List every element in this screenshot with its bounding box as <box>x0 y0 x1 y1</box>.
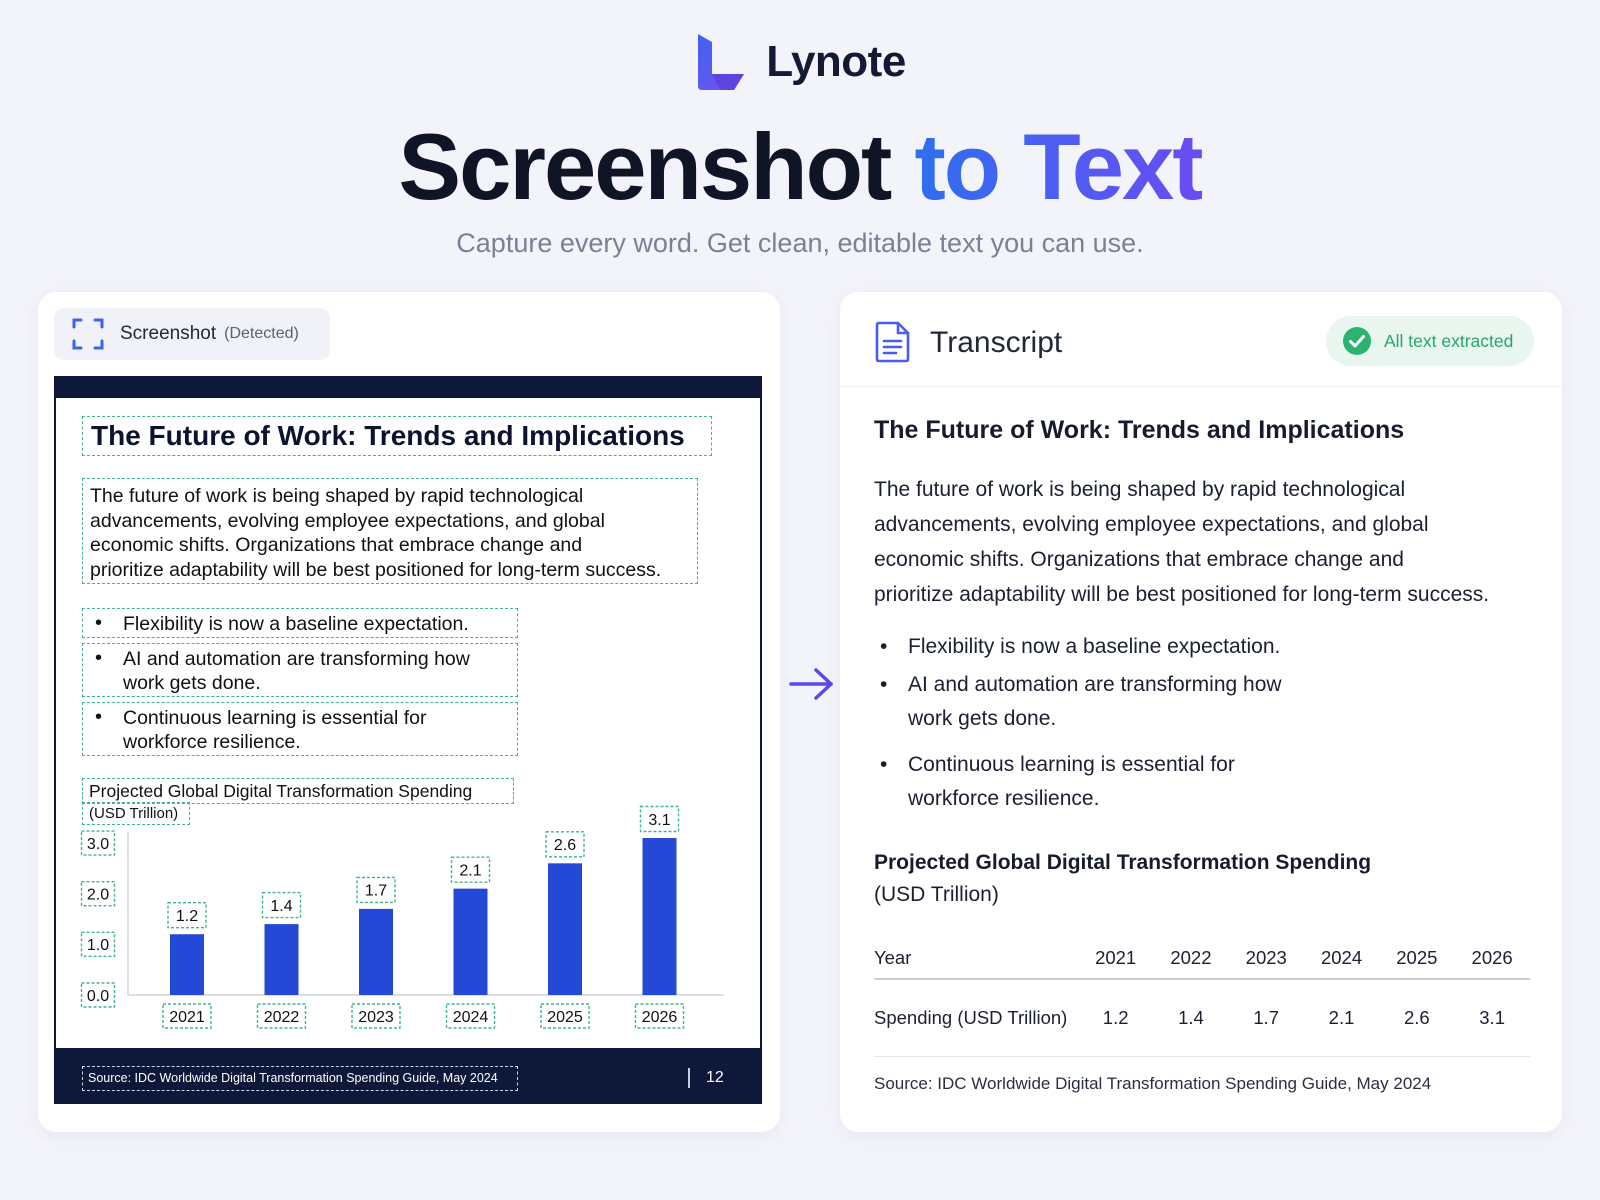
slide-bullet-line: AI and automation are transforming how <box>123 648 470 670</box>
slide-chart-title: Projected Global Digital Transformation Spending <box>82 778 514 804</box>
hero-title-part2: to Text <box>914 114 1202 219</box>
hero-title <box>0 112 1600 222</box>
slide-paragraph-line: prioritize adaptability will be best positioned for long-term success. <box>90 558 662 581</box>
screenshot-label: Screenshot <box>120 323 217 344</box>
detected-tag: (Detected) <box>224 325 299 342</box>
x-tick-label: 2021 <box>169 1008 205 1026</box>
slide-bullet-line: workforce resilience. <box>123 731 301 753</box>
x-tick-label: 2025 <box>547 1008 583 1026</box>
brand <box>0 30 1600 94</box>
slide-source: Source: IDC Worldwide Digital Transformation Spending Guide, May 2024 <box>82 1066 518 1091</box>
slide-footer-divider <box>688 1068 690 1088</box>
screenshot-detected-chip <box>54 308 330 360</box>
table-header-cell: 2024 <box>1320 947 1363 968</box>
table-header-row <box>874 938 1530 980</box>
bar-2025 <box>548 863 582 995</box>
bar-2021 <box>170 934 204 995</box>
hero-title-part1: Screenshot <box>398 114 891 219</box>
table-header-cell: 2022 <box>1170 947 1212 968</box>
slide-page-number: 12 <box>706 1069 724 1086</box>
arrow-right-icon <box>788 664 836 704</box>
table-header-cell: 2021 <box>1095 947 1137 968</box>
transcript-bullet <box>874 630 1394 664</box>
transcript-paragraph-line: advancements, evolving employee expectations, and global <box>874 513 1429 536</box>
bar-value-label: 1.4 <box>270 897 293 915</box>
check-circle-icon <box>1342 326 1372 356</box>
transcript-bullet-line: workforce resilience. <box>908 787 1100 810</box>
x-tick-label: 2023 <box>358 1008 394 1026</box>
status-badge-text: All text extracted <box>1384 330 1514 351</box>
y-tick-label: 2.0 <box>86 886 110 904</box>
x-tick-label: 2022 <box>263 1008 300 1026</box>
transcript-bullet-line: AI and automation are transforming how <box>908 673 1282 696</box>
table-cell: 2.6 <box>1403 1007 1430 1028</box>
slide-bullet <box>82 608 518 638</box>
table-header-cell: 2026 <box>1471 947 1513 968</box>
table-cell: 2.1 <box>1328 1007 1355 1028</box>
transcript-paragraph[interactable] <box>874 472 1534 612</box>
transcript-divider <box>840 386 1562 387</box>
table-cell: 1.7 <box>1253 1007 1280 1028</box>
y-tick-label: 1.0 <box>86 937 110 955</box>
table-row <box>874 980 1530 1057</box>
transcript-paragraph-line: prioritize adaptability will be best positioned for long-term success. <box>874 583 1490 606</box>
table-header-cell: 2023 <box>1245 947 1287 968</box>
bullet-dot-icon: • <box>95 706 103 728</box>
transcript-heading: The Future of Work: Trends and Implications <box>874 416 1405 444</box>
bar-value-label: 2.1 <box>459 862 482 880</box>
transcript-bullet-line: Continuous learning is essential for <box>908 753 1235 776</box>
brand-name: Lynote <box>766 37 906 86</box>
bullet-dot-icon: • <box>95 647 103 669</box>
slide-bullet-line: Continuous learning is essential for <box>123 707 427 729</box>
logo-icon <box>694 32 748 92</box>
table-header-label: Year <box>874 947 912 968</box>
transcript-paragraph-line: The future of work is being shaped by rapid technological <box>874 478 1406 501</box>
transcript-bullet-line: Flexibility is now a baseline expectation. <box>908 635 1281 658</box>
x-tick-label: 2024 <box>452 1008 489 1026</box>
slide-bullet-line: work gets done. <box>123 672 261 694</box>
slide-paragraph-line: The future of work is being shaped by rapid technological <box>90 485 584 507</box>
bar-2023 <box>359 909 393 995</box>
table-cell: 1.2 <box>1102 1007 1129 1028</box>
transcript-paragraph-line: economic shifts. Organizations that embrace change and <box>874 548 1404 571</box>
table-cell: 1.4 <box>1178 1007 1204 1028</box>
slide-paragraph-line: economic shifts. Organizations that embrace change and <box>90 534 583 556</box>
y-tick-label: 3.0 <box>86 835 110 853</box>
transcript-chart-unit: (USD Trillion) <box>874 883 999 906</box>
hero-subtitle: Capture every word. Get clean, editable text you can use. <box>456 228 1144 258</box>
y-tick-label: 0.0 <box>86 987 110 1005</box>
spending-table <box>874 938 1530 1057</box>
bar-value-label: 1.7 <box>364 882 388 900</box>
bullet-dot-icon: • <box>95 612 103 634</box>
slide-paragraph <box>82 478 698 584</box>
bar-value-label: 3.1 <box>648 811 671 829</box>
bullet-dot-icon: • <box>880 673 888 696</box>
bar-value-label: 1.2 <box>175 907 199 925</box>
slide-title: The Future of Work: Trends and Implications <box>82 416 712 456</box>
transcript-bullet-line: work gets done. <box>908 707 1057 730</box>
transcript-bullet <box>874 748 1394 816</box>
bullet-dot-icon: • <box>880 635 888 658</box>
slide-bullet-line: Flexibility is now a baseline expectation. <box>123 613 469 635</box>
bar-2024 <box>454 889 488 995</box>
transcript-chart-heading: Projected Global Digital Transformation Spending <box>874 851 1372 874</box>
bar-chart <box>54 800 762 1040</box>
bar-value-label: 2.6 <box>553 837 577 855</box>
table-row-label: Spending (USD Trillion) <box>874 1007 1068 1028</box>
slide-bullet <box>82 702 518 756</box>
table-header-cell: 2025 <box>1396 947 1438 968</box>
x-tick-label: 2026 <box>641 1008 678 1026</box>
scan-frame-icon <box>72 318 104 350</box>
slide-chart-unit: (USD Trillion) <box>82 802 190 825</box>
table-cell: 3.1 <box>1479 1007 1505 1028</box>
document-icon <box>874 320 912 364</box>
bar-2022 <box>265 924 299 995</box>
bar-2026 <box>643 838 677 995</box>
status-badge <box>1326 316 1534 366</box>
transcript-title: Transcript <box>930 326 1063 359</box>
transcript-source: Source: IDC Worldwide Digital Transformation Spending Guide, May 2024 <box>874 1074 1432 1093</box>
slide-paragraph-line: advancements, evolving employee expectations, and global <box>90 509 605 532</box>
slide-top-bar <box>54 376 762 398</box>
transcript-bullet <box>874 668 1394 736</box>
slide-bullet <box>82 643 518 697</box>
bullet-dot-icon: • <box>880 753 888 776</box>
